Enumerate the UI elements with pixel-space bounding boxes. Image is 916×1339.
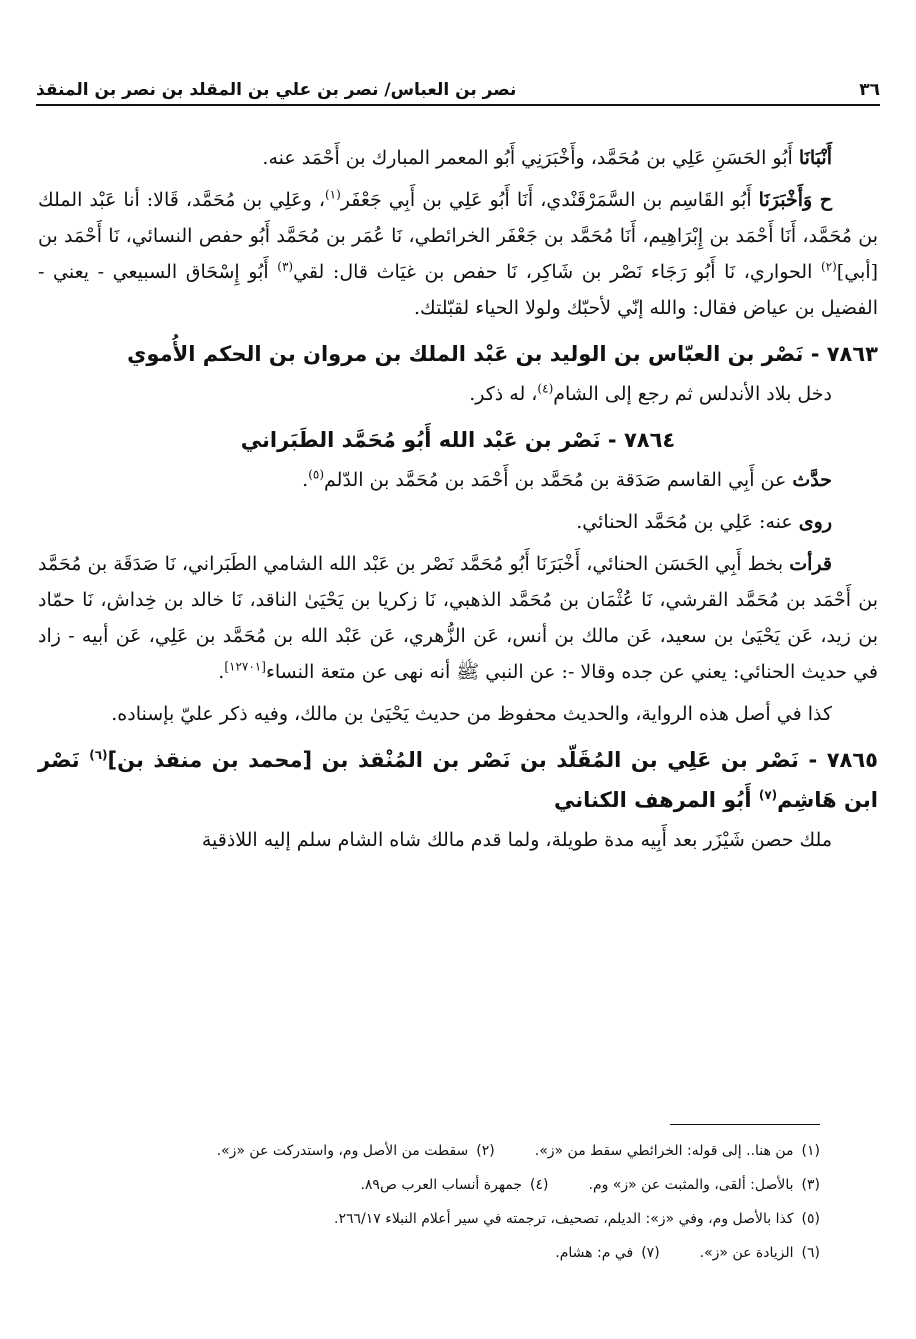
keyword-anbana: أَنْبَانَا [798,147,832,169]
keyword-rawa: روى [798,511,832,533]
footnote-item [700,1236,820,1270]
footnote-text: بالأصل: ألقى، والمثبت عن «ز» وم. [588,1177,794,1193]
page-number: ٣٦ [859,80,880,100]
paragraph-text: ، وعَلِي بن مُحَمَّد، قَالا: أنا عَبْد الملك بن مُحَمَّد، أَنَا أَحْمَد بن إِبْرَاهِيم، أَنَا مُحَمَّد بن جَعْفَر الخرائطي، نَا عُمَر بن مُحَمَّد أَبُو حفص النسائي، نَا أَحْمَد بن [أبي] [38,189,879,283]
footnote-item [589,1168,821,1202]
footnote-ref: (٧) [758,788,778,802]
paragraph-text: دخل بلاد الأندلس ثم رجع إلى الشام [553,383,832,405]
entry-title-7864: ٧٨٦٤ - نَصْر بن عَبْد الله أَبُو مُحَمَّد الطَبَراني [240,428,676,452]
footnote-item [334,1202,820,1236]
footnote-number: (٥) [801,1211,820,1227]
paragraph-text: ملك حصن شَيْزَر بعد أَبِيه مدة طويلة، ولما قدم مالك شاه الشام سلم إليه اللاذقية [201,829,832,851]
footnote-number: (١) [801,1143,820,1159]
footnote-ref: (٦) [89,748,108,762]
paragraph-text: الحواري، نَا أَبُو رَجَاء نَصْر بن شَاكِر، نَا حفص بن غيَاث قال: لقي [293,261,821,283]
footnote-item [555,1236,659,1270]
paragraph-haddath [38,462,878,498]
running-title: نصر بن العباس/ نصر بن علي بن المقلد بن نصر بن المنقذ [36,80,517,100]
paragraph-text: أَبُو الحَسَنِ عَلِي بن مُحَمَّد، وأَخْبَرَنِي أَبُو المعمر المبارك بن أَحْمَد عنه. [262,147,799,169]
footnote-ref: (٢) [820,259,837,274]
footnote-number: (٧) [641,1245,660,1261]
footnote-row [40,1134,820,1168]
footnote-number: (٣) [801,1177,820,1193]
entry-title-7863: ٧٨٦٣ - نَصْر بن العبّاس بن الوليد بن عَبْد الملك بن مروان بن الحكم الأُموي [127,342,878,366]
hadith-ref: [١٢٧٠١] [224,659,266,674]
paragraph-anbana [38,140,878,176]
footnote-ref: (١) [324,187,341,202]
paragraph-text: أَبُو القَاسِم بن السَّمَرْقَنْدي، أَنَا أَبُو عَلِي بن أَبِي جَعْفَر [340,189,759,211]
footnote-row [40,1202,820,1236]
keyword-haddath: حدَّث [792,469,832,491]
footnote-row [40,1168,820,1202]
paragraph-rawa [38,504,878,540]
footnote-text: من هنا.. إلى قوله: الخرائطي سقط من «ز». [534,1143,794,1159]
running-header [36,66,880,100]
footnote-ref: (٥) [308,467,325,482]
footnote-item [535,1134,820,1168]
footnote-text: جمهرة أنساب العرب ص٨٩. [360,1177,523,1193]
footnote-number: (٤) [530,1177,549,1193]
footnote-item [217,1134,495,1168]
footnote-ref: (٣) [277,259,294,274]
paragraph-qara [38,546,878,690]
footnote-number: (٢) [476,1143,495,1159]
entry-title-7865 [38,740,878,820]
footnotes [40,1134,820,1270]
paragraph-text: بخط أَبِي الحَسَن الحنائي، أَخْبَرَنَا أَبُو مُحَمَّد نَصْر بن عَبْد الله الشامي الطَبَراني، نَا صَدَقَة بن مُحَمَّد بن أَحْمَد بن مُحَمَّد القرشي، نَا عُثْمَان بن مُحَمَّد الذهبي، نَا زكريا بن يَحْيَىٰ الناقد، نَا خالد بن خِداش، نَا حمّاد بن زيد، عَن يَحْيَىٰ بن سعيد، عَن مالك بن أنس، عَن الزُّهري، عَن عَبْد الله بن مُحَمَّد بن عَلِي، عَن أبيه - زاد في حديث الحنائي: يعني عن جده وقالا -: عن النبي ﷺ أنه نهى عن متعة النساء [38,553,878,683]
paragraph-text: . [302,469,309,491]
footnote-ref: (٤) [537,381,554,396]
footnote-text: في م: هشام. [555,1245,634,1261]
header-rule [36,104,880,106]
footnote-text: كذا بالأصل وم، وفي «ز»: الديلم، تصحيف، ترجمته في سير أعلام النبلاء ٢٦٦/١٧. [334,1211,794,1227]
paragraph-text: عنه: عَلِي بن مُحَمَّد الحنائي. [576,511,799,533]
main-text [38,140,878,1089]
footnote-rule [670,1124,820,1125]
paragraph-text: ، له ذكر. [469,383,538,405]
footnote-text: الزيادة عن «ز». [699,1245,794,1261]
keyword-akhbarana: ح وَأَخْبَرَنَا [758,189,833,211]
footnote-number: (٦) [801,1245,820,1261]
paragraph-text: أَبُو إِسْحَاق السبيعي - يعني - الفضيل بن عياض فقال: والله إنّي لأحبّك ولولا الحياء لقبّلتك. [38,261,878,319]
entry-title-text: نَصْر ابن هَاشِم [38,748,878,812]
entry-title-text: أَبُو المرهف الكناني [553,788,759,812]
paragraph-text: كذا في أصل هذه الرواية، والحديث محفوظ من حديث يَحْيَىٰ بن مالك، وفيه ذكر عليّ بإسناده. [111,703,832,725]
paragraph-akhbarana [38,182,878,326]
footnote-row [40,1236,820,1270]
entry-text-7863 [38,376,878,412]
paragraph-kadha [38,696,878,732]
paragraph-text: عن أَبِي القاسم صَدَقة بن مُحَمَّد بن أَحْمَد بن مُحَمَّد بن الدّلم [324,469,793,491]
entry-text-7865 [38,822,878,858]
entry-title-text: ٧٨٦٥ - نَصْر بن عَلِي بن المُقَلّد بن نَصْر بن المُنْقذ بن [محمد بن منقذ بن] [107,748,878,772]
footnote-item [360,1168,548,1202]
paragraph-text: . [218,661,225,683]
footnote-text: سقطت من الأصل وم، واستدركت عن «ز». [216,1143,469,1159]
keyword-qara: قرأت [789,553,832,575]
